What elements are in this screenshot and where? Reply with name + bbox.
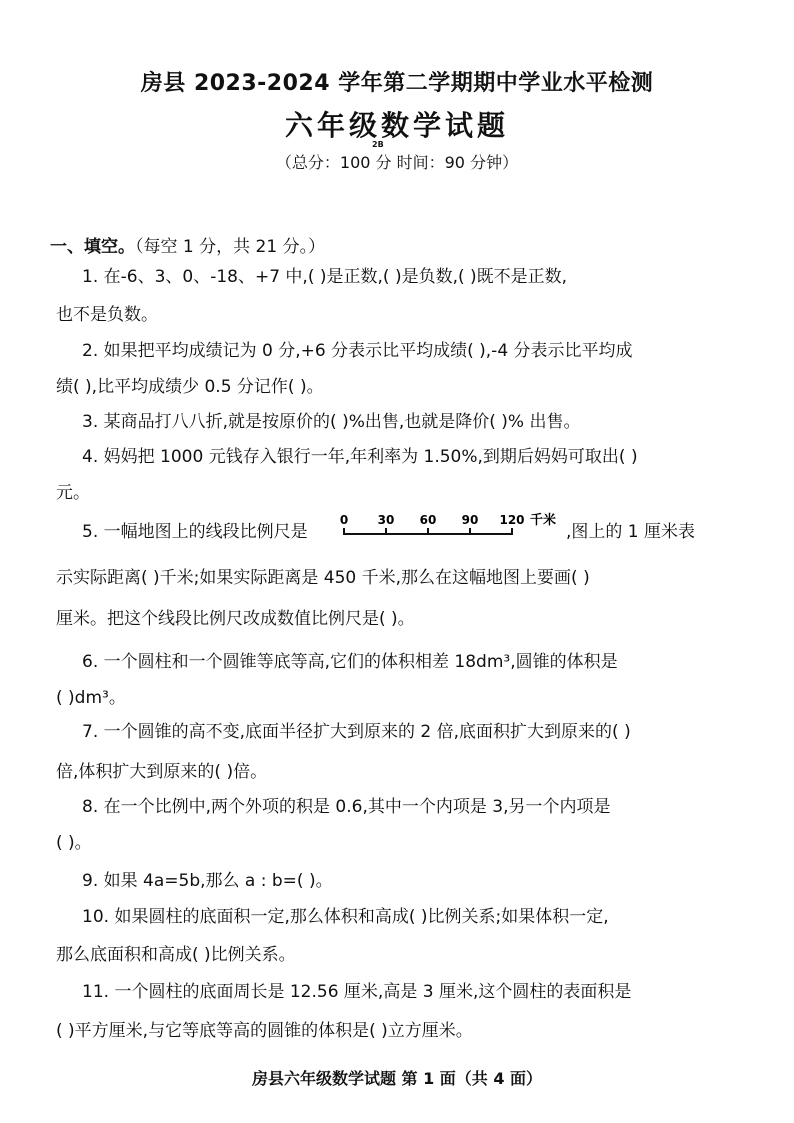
question-9: 9. 如果 4a=5b,那么 a : b=( )。 xyxy=(82,871,333,891)
question-5-line-1-end: ,图上的 1 厘米表 xyxy=(566,522,696,542)
question-7-line-2: 倍,体积扩大到原来的( )倍。 xyxy=(56,762,268,782)
question-1-line-1: 1. 在-6、3、0、-18、+7 中,( )是正数,( )是负数,( )既不是正数, xyxy=(82,267,568,287)
question-8-line-1: 8. 在一个比例中,两个外项的积是 0.6,其中一个内项是 3,另一个内项是 xyxy=(82,797,611,817)
section-note: （每空 1 分，共 21 分。） xyxy=(135,237,326,257)
score-info: （总分：100 分 时间：90 分钟） xyxy=(275,153,519,172)
question-11-line-2: ( )平方厘米,与它等底等高的圆锥的体积是( )立方厘米。 xyxy=(56,1021,473,1041)
question-5-line-1-start: 5. 一幅地图上的线段比例尺是 xyxy=(82,522,308,542)
question-2-line-2: 绩( ),比平均成绩少 0.5 分记作( )。 xyxy=(56,377,324,397)
question-4-line-1: 4. 妈妈把 1000 元钱存入银行一年,年利率为 1.50%,到期后妈妈可取出( ) xyxy=(82,447,638,467)
question-2-line-1: 2. 如果把平均成绩记为 0 分,+6 分表示比平均成绩( ),-4 分表示比平均成 xyxy=(82,341,633,361)
scale-bar xyxy=(326,512,566,542)
question-6-line-1: 6. 一个圆柱和一个圆锥等底等高,它们的体积相差 18dm³,圆锥的体积是 xyxy=(82,652,618,672)
question-1-line-2: 也不是负数。 xyxy=(56,305,158,325)
question-3: 3. 某商品打八八折,就是按原价的( )%出售,也就是降价( )% 出售。 xyxy=(82,412,581,432)
scale-unit: 千米 xyxy=(530,513,557,528)
scale-tick-120: 120 xyxy=(499,513,525,527)
question-7-line-1: 7. 一个圆锥的高不变,底面半径扩大到原来的 2 倍,底面积扩大到原来的( ) xyxy=(82,722,631,742)
scale-tick-0: 0 xyxy=(339,513,349,527)
question-4-line-2: 元。 xyxy=(56,483,90,503)
question-5-line-2: 示实际距离( )千米;如果实际距离是 450 千米,那么在这幅地图上要画( ) xyxy=(56,568,590,588)
section-title: 一、填空。 xyxy=(50,237,135,257)
question-5-line-3: 厘米。把这个线段比例尺改成数值比例尺是( )。 xyxy=(56,609,415,629)
scale-tick-30: 30 xyxy=(377,513,395,527)
question-10-line-2: 那么底面积和高成( )比例关系。 xyxy=(56,945,296,965)
question-8-line-2: ( )。 xyxy=(56,833,92,853)
question-10-line-1: 10. 如果圆柱的底面积一定,那么体积和高成( )比例关系;如果体积一定, xyxy=(82,907,609,927)
scale-tick-90: 90 xyxy=(461,513,479,527)
question-11-line-1: 11. 一个圆柱的底面周长是 12.56 厘米,高是 3 厘米,这个圆柱的表面积是 xyxy=(82,982,632,1002)
question-6-line-2: ( )dm³。 xyxy=(56,688,126,708)
scale-tick-60: 60 xyxy=(419,513,437,527)
stray-mark: 2B xyxy=(372,140,384,149)
exam-title: 房县 2023-2024 学年第二学期期中学业水平检测 xyxy=(140,71,654,96)
page-footer: 房县六年级数学试题 第 1 面（共 4 面） xyxy=(251,1069,543,1088)
subject-title: 六年级数学试题 xyxy=(284,109,509,142)
section-heading xyxy=(50,232,325,257)
